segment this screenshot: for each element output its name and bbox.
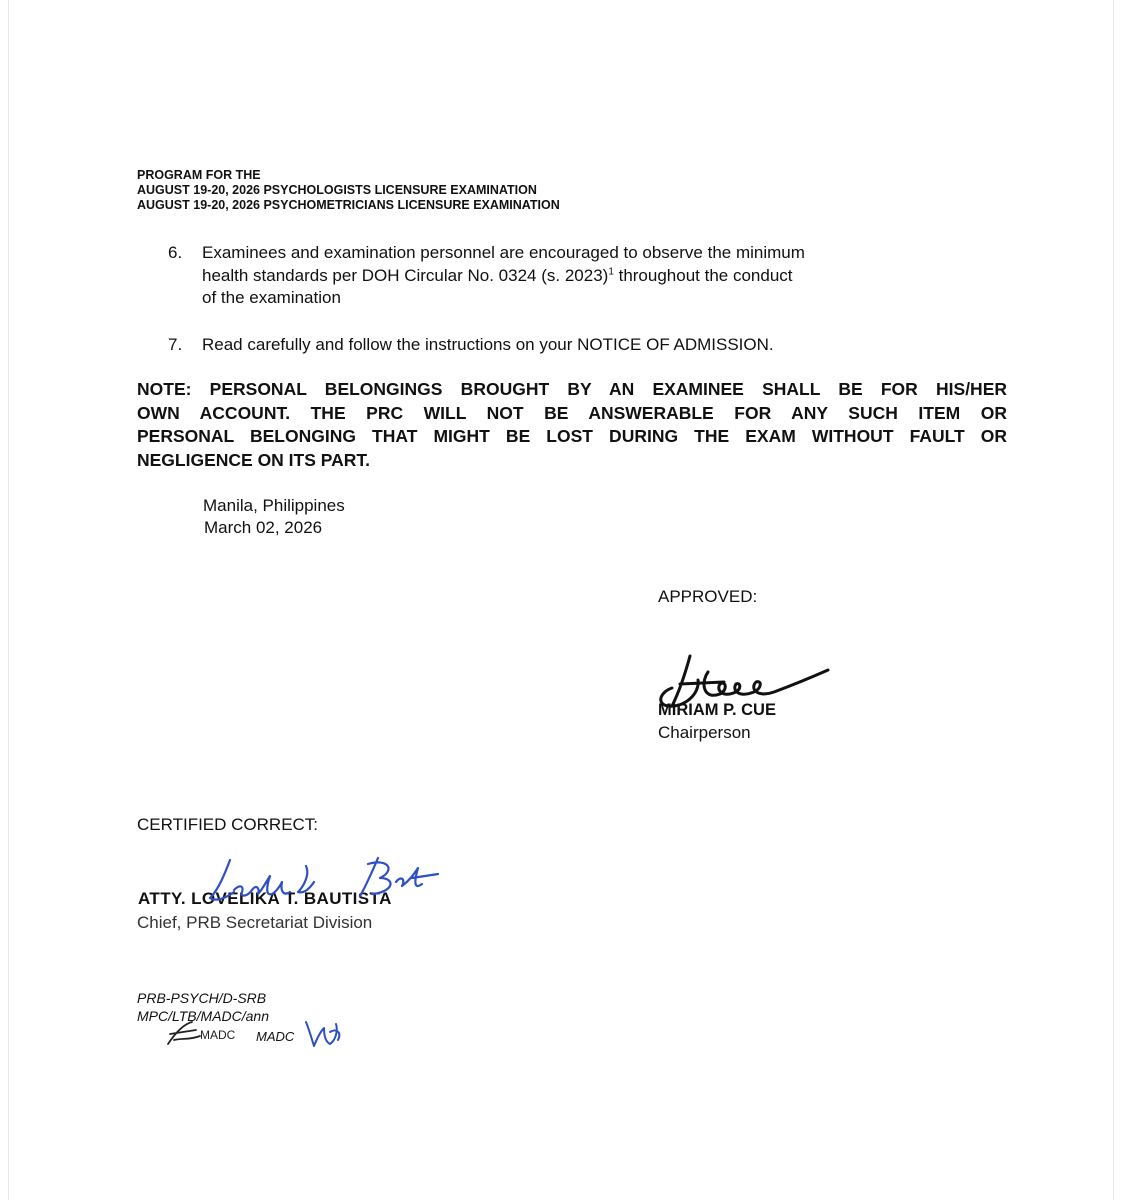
initial-handwritten-2: MADC <box>256 1029 295 1044</box>
issue-date: March 02, 2026 <box>204 518 323 537</box>
reference-initials: MPC/LTB/MADC/ann <box>137 1008 269 1024</box>
document-header <box>137 168 560 213</box>
certifier-title: Chief, PRB Secretariat Division <box>137 913 373 932</box>
initials-marks <box>160 1018 350 1052</box>
item-number: 6. <box>168 243 183 262</box>
approver-name: MIRIAM P. CUE <box>658 701 776 719</box>
initial-handwritten-1: MADC <box>200 1028 236 1042</box>
certifier-signature <box>200 852 460 907</box>
item-text-line-1: Examinees and examination personnel are encouraged to observe the minimum <box>202 243 805 262</box>
place-of-issue: Manila, Philippines <box>203 496 345 515</box>
header-line-3: AUGUST 19-20, 2026 PSYCHOMETRICIANS LICENSURE EXAMINATION <box>137 198 560 212</box>
header-line-2: AUGUST 19-20, 2026 PSYCHOLOGISTS LICENSURE EXAMINATION <box>137 183 537 197</box>
item-text: Read carefully and follow the instructions on your NOTICE OF ADMISSION. <box>202 335 774 354</box>
approver-title: Chairperson <box>658 723 751 742</box>
note-line-3: PERSONAL BELONGING THAT MIGHT BE LOST DURING THE EXAM WITHOUT FAULT OR <box>137 426 1007 446</box>
footnote-marker: 1 <box>608 265 614 277</box>
item-text-line-2-rest: throughout the conduct <box>613 265 793 285</box>
certifier-name: ATTY. LOVELIKA T. BAUTISTA <box>138 889 392 908</box>
note-line-4: NEGLIGENCE ON ITS PART. <box>137 449 371 470</box>
approved-label: APPROVED: <box>658 587 758 606</box>
header-line-1: PROGRAM FOR THE <box>137 168 261 182</box>
item-text-line-3: of the examination <box>202 288 341 307</box>
reference-code: PRB-PSYCH/D-SRB <box>137 990 267 1006</box>
item-text-line-2-main: health standards per DOH Circular No. 0324 (s. 2023) <box>202 265 609 285</box>
item-text-line-2 <box>202 265 805 288</box>
note-line-2: OWN ACCOUNT. THE PRC WILL NOT BE ANSWERABLE FOR ANY SUCH ITEM OR <box>137 402 1007 423</box>
note-paragraph <box>137 378 1007 472</box>
item-number: 7. <box>168 335 183 354</box>
item-text <box>202 242 805 310</box>
note-line-1: NOTE: PERSONAL BELONGINGS BROUGHT BY AN EXAMINEE SHALL BE FOR HIS/HER <box>137 379 1007 399</box>
certified-label: CERTIFIED CORRECT: <box>137 815 319 834</box>
